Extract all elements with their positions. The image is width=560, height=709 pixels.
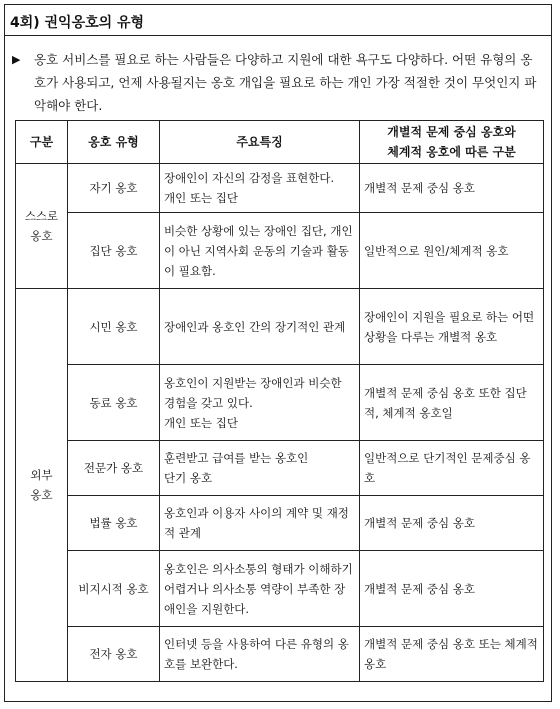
header-classification: 개별적 문제 중심 옹호와 체계적 옹호에 따른 구분	[360, 121, 544, 164]
intro-text: 옹호 서비스를 필요로 하는 사람들은 다양하고 지원에 대한 욕구도 다양하다. 어떤 유형의 옹호가 사용되고, 언제 사용될지는 옹호 개입을 필요로 하는 개인 가장 적절한 것이 무엇인지 파악해야 한다.	[34, 52, 537, 113]
feature-cell: 옹호인은 의사소통의 형태가 이해하기 어렵거나 의사소통 역량이 부족한 장애인을 지원한다.	[160, 551, 360, 627]
table-header-row	[16, 121, 544, 164]
intro-paragraph	[12, 48, 544, 117]
type-cell: 동료 옹호	[68, 365, 160, 441]
type-cell: 시민 옹호	[68, 289, 160, 365]
type-cell: 자기 옹호	[68, 164, 160, 213]
class-cell: 일반적으로 단기적인 문제중심 옹호	[360, 441, 544, 496]
class-cell: 일반적으로 원인/체계적 옹호	[360, 213, 544, 289]
class-cell: 개별적 문제 중심 옹호	[360, 496, 544, 551]
type-cell: 전자 옹호	[68, 627, 160, 682]
header-category: 구분	[16, 121, 68, 164]
feature-cell: 옹호인이 지원받는 장애인과 비슷한 경험을 갖고 있다. 개인 또는 집단	[160, 365, 360, 441]
feature-cell: 비슷한 상황에 있는 장애인 집단, 개인이 아닌 지역사회 운동의 기술과 활동이 필요함.	[160, 213, 360, 289]
class-cell: 개별적 문제 중심 옹호 또는 체계적 옹호	[360, 627, 544, 682]
class-cell: 개별적 문제 중심 옹호 또한 집단적, 체계적 옹호일	[360, 365, 544, 441]
table-row	[16, 213, 544, 289]
table-row	[16, 627, 544, 682]
table-row	[16, 164, 544, 213]
type-cell: 비지시적 옹호	[68, 551, 160, 627]
header-type: 옹호 유형	[68, 121, 160, 164]
table-row	[16, 551, 544, 627]
feature-cell: 장애인과 옹호인 간의 장기적인 관계	[160, 289, 360, 365]
bullet-arrow-icon: ▶	[12, 53, 21, 66]
type-cell: 전문가 옹호	[68, 441, 160, 496]
type-cell: 집단 옹호	[68, 213, 160, 289]
feature-cell: 훈련받고 급여를 받는 옹호인 단기 옹호	[160, 441, 360, 496]
feature-cell: 인터넷 등을 사용하여 다른 유형의 옹호를 보완한다.	[160, 627, 360, 682]
advocacy-types-table	[15, 120, 544, 682]
table-row	[16, 365, 544, 441]
feature-cell: 장애인이 자신의 감정을 표현한다. 개인 또는 집단	[160, 164, 360, 213]
class-cell: 장애인이 지원을 필요로 하는 어떤 상황을 다루는 개별적 옹호	[360, 289, 544, 365]
group-external-advocacy: 외부 옹호	[16, 289, 68, 682]
class-cell: 개별적 문제 중심 옹호	[360, 164, 544, 213]
type-cell: 법률 옹호	[68, 496, 160, 551]
table-row	[16, 496, 544, 551]
table-row	[16, 289, 544, 365]
class-cell: 개별적 문제 중심 옹호	[360, 551, 544, 627]
table-row	[16, 441, 544, 496]
feature-cell: 옹호인과 이용자 사이의 계약 및 재정적 관계	[160, 496, 360, 551]
header-feature: 주요특징	[160, 121, 360, 164]
group-self-advocacy: 스스로 옹호	[16, 164, 68, 289]
document-title: 4회) 권익옹호의 유형	[4, 4, 552, 36]
